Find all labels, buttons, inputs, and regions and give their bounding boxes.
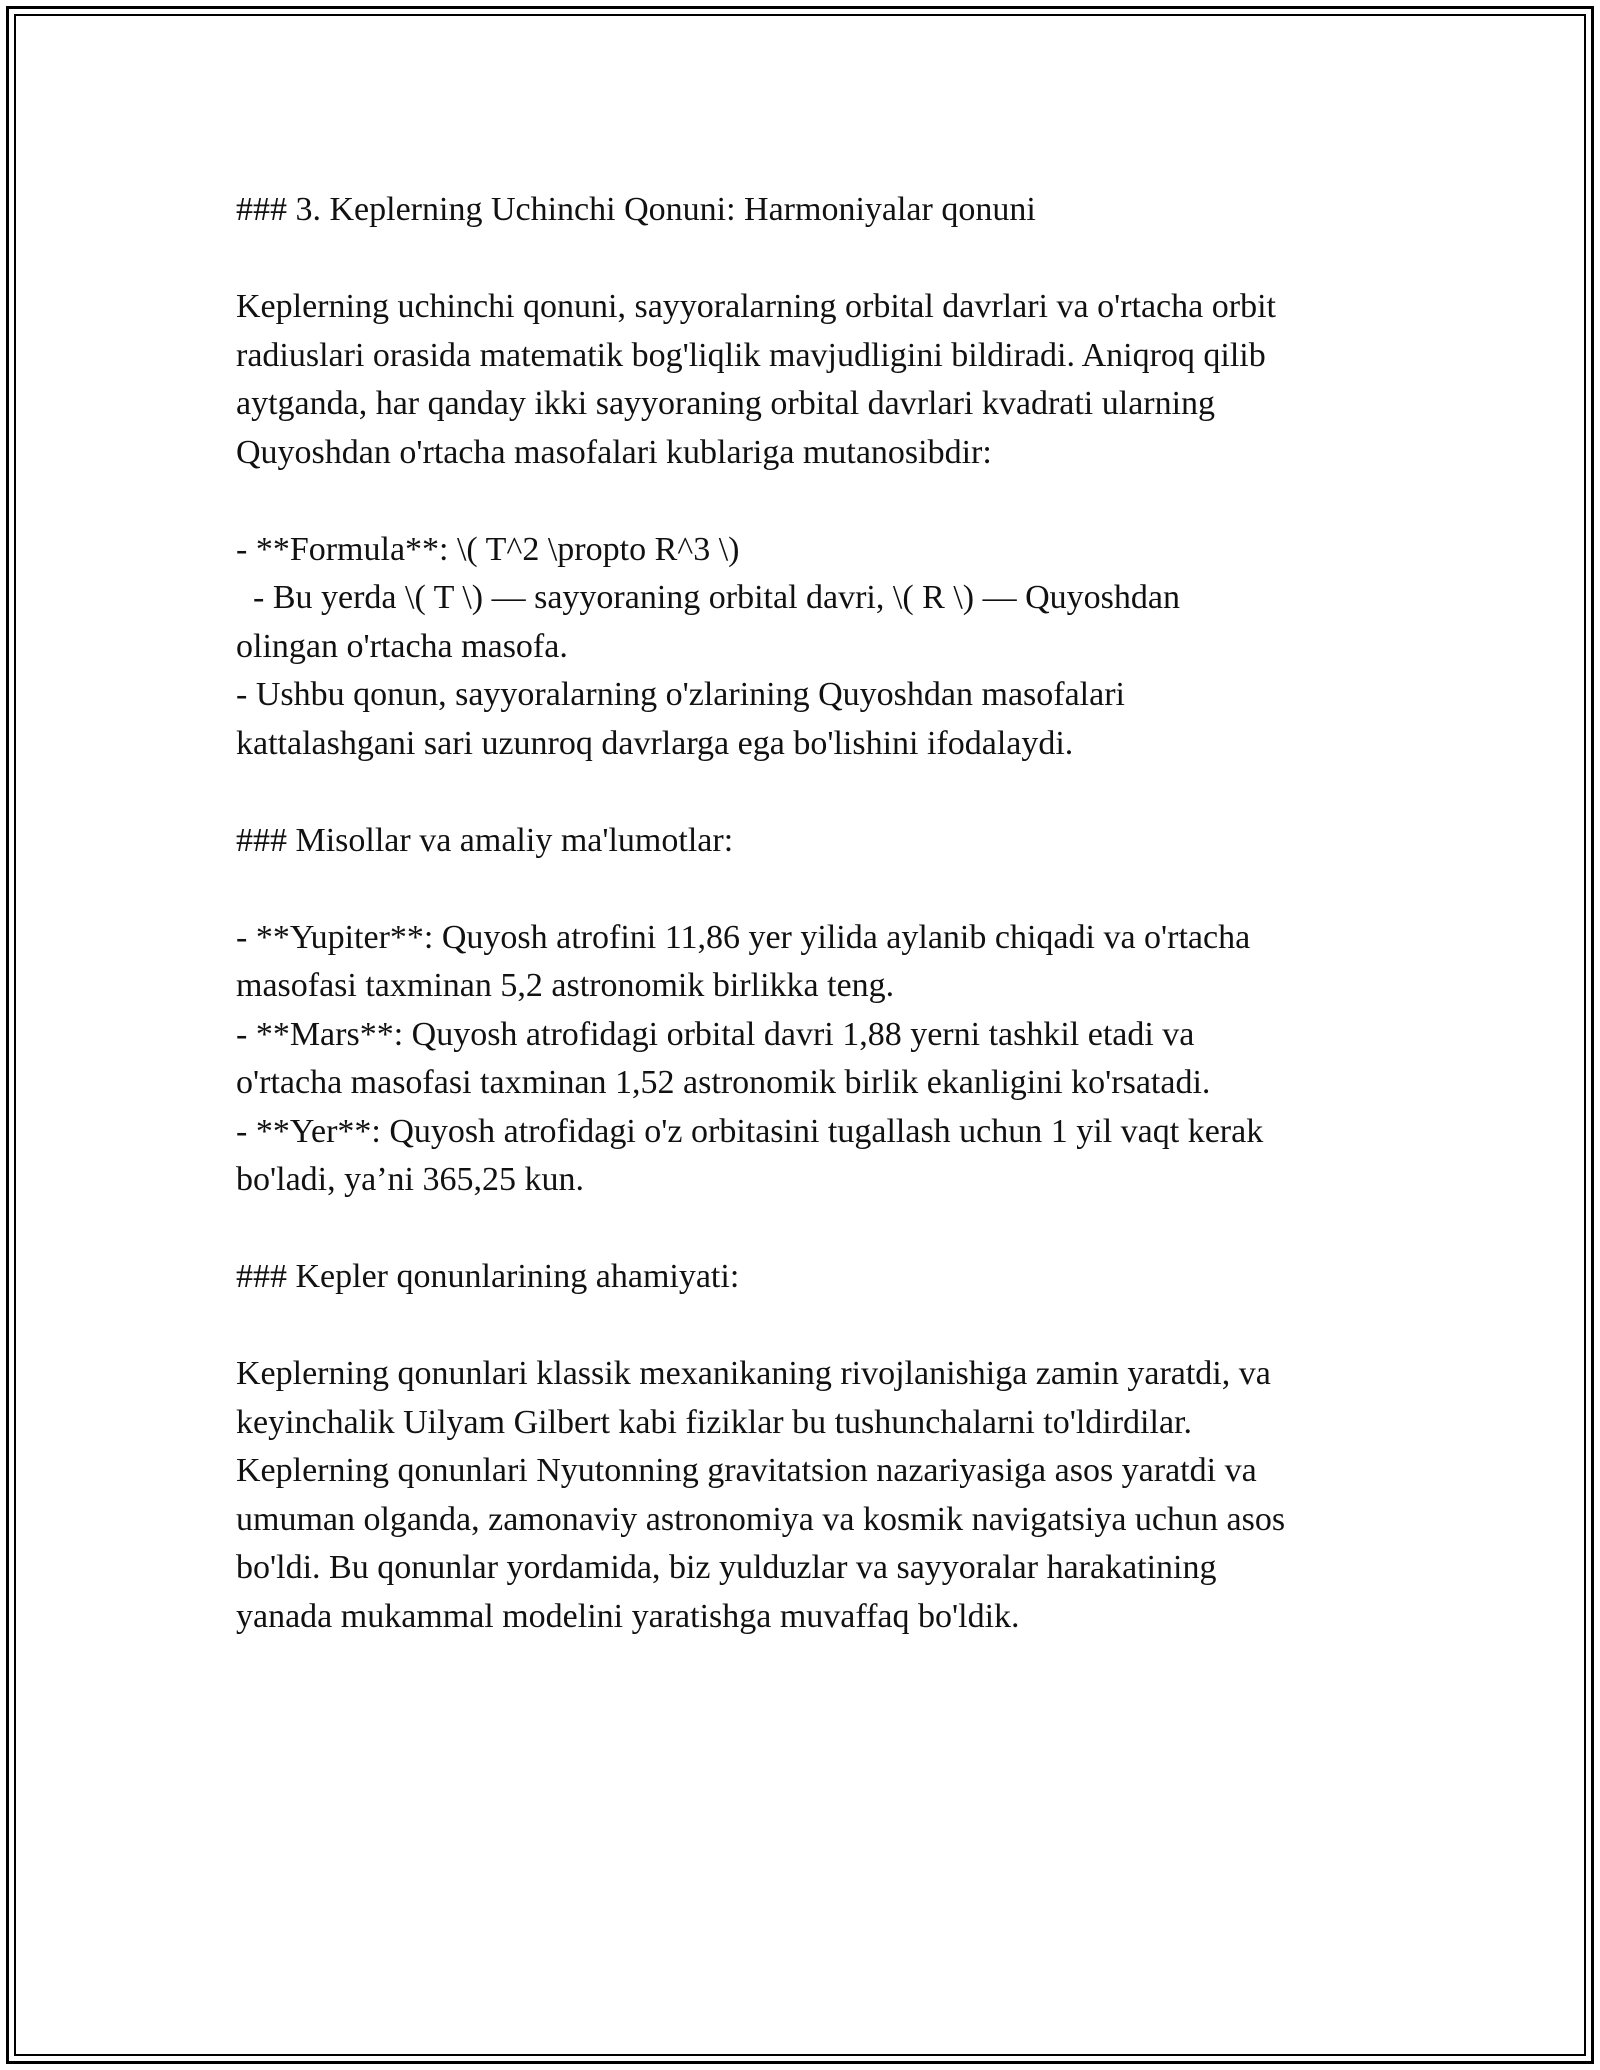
document-body (236, 186, 1376, 1641)
spacer (236, 865, 1376, 914)
paragraph-line: Quyoshdan o'rtacha masofalari kublariga mutanosibdir: (236, 433, 992, 471)
spacer (236, 1302, 1376, 1351)
spacer (236, 1205, 1376, 1254)
examples-list (236, 914, 1376, 1205)
list-item: - **Yer**: Quyosh atrofidagi o'z orbitasini tugallash uchun 1 yil vaqt kerak (236, 1112, 1264, 1150)
paragraph-line: Keplerning uchinchi qonuni, sayyoralarning orbital davrlari va o'rtacha orbit (236, 288, 1276, 325)
list-item: - **Mars**: Quyosh atrofidagi orbital davri 1,88 yerni tashkil etadi va (236, 1015, 1195, 1053)
paragraph-line: Keplerning qonunlari Nyutonning gravitatsion nazariyasiga asos yaratdi va (236, 1452, 1257, 1489)
paragraph-line: bo'ldi. Bu qonunlar yordamida, biz yulduzlar va sayyoralar harakatining (236, 1549, 1217, 1586)
spacer (236, 768, 1376, 817)
formula-list (236, 526, 1376, 769)
list-item: - Ushbu qonun, sayyoralarning o'zlarining Quyoshdan masofalari (236, 676, 1125, 713)
list-item: - Bu yerda \( T \) — sayyoraning orbital davri, \( R \) — Quyoshdan (236, 579, 1180, 616)
list-item: masofasi taxminan 5,2 astronomik birlikka teng. (236, 967, 895, 1004)
paragraph-line: Keplerning qonunlari klassik mexanikaning rivojlanishiga zamin yaratdi, va (236, 1355, 1271, 1392)
paragraph-line: umuman olganda, zamonaviy astronomiya va kosmik navigatsiya uchun asos (236, 1500, 1286, 1538)
spacer (236, 235, 1376, 284)
paragraph-line: aytganda, har qanday ikki sayyoraning orbital davrlari kvadrati ularning (236, 385, 1216, 422)
significance-paragraph (236, 1350, 1376, 1641)
examples-heading: ### Misollar va amaliy ma'lumotlar: (236, 821, 734, 859)
list-item: - **Yupiter**: Quyosh atrofini 11,86 yer yilida aylanib chiqadi va o'rtacha (236, 918, 1251, 956)
spacer (236, 477, 1376, 526)
list-item: bo'ladi, ya’ni 365,25 kun. (236, 1161, 584, 1198)
intro-paragraph (236, 283, 1376, 477)
section-heading: ### 3. Keplerning Uchinchi Qonuni: Harmoniyalar qonuni (236, 191, 1036, 228)
list-item: - **Formula**: \( T^2 \propto R^3 \) (236, 530, 740, 568)
list-item: kattalashgani sari uzunroq davrlarga ega bo'lishini ifodalaydi. (236, 724, 1074, 762)
paragraph-line: yanada mukammal modelini yaratishga muvaffaq bo'ldik. (236, 1597, 1020, 1635)
significance-heading: ### Kepler qonunlarining ahamiyati: (236, 1258, 740, 1295)
paragraph-line: radiuslari orasida matematik bog'liqlik mavjudligini bildiradi. Aniqroq qilib (236, 336, 1266, 374)
list-item: olingan o'rtacha masofa. (236, 627, 568, 665)
paragraph-line: keyinchalik Uilyam Gilbert kabi fiziklar bu tushunchalarni to'ldirdilar. (236, 1403, 1192, 1441)
list-item: o'rtacha masofasi taxminan 1,52 astronomik birlik ekanligini ko'rsatadi. (236, 1064, 1211, 1101)
